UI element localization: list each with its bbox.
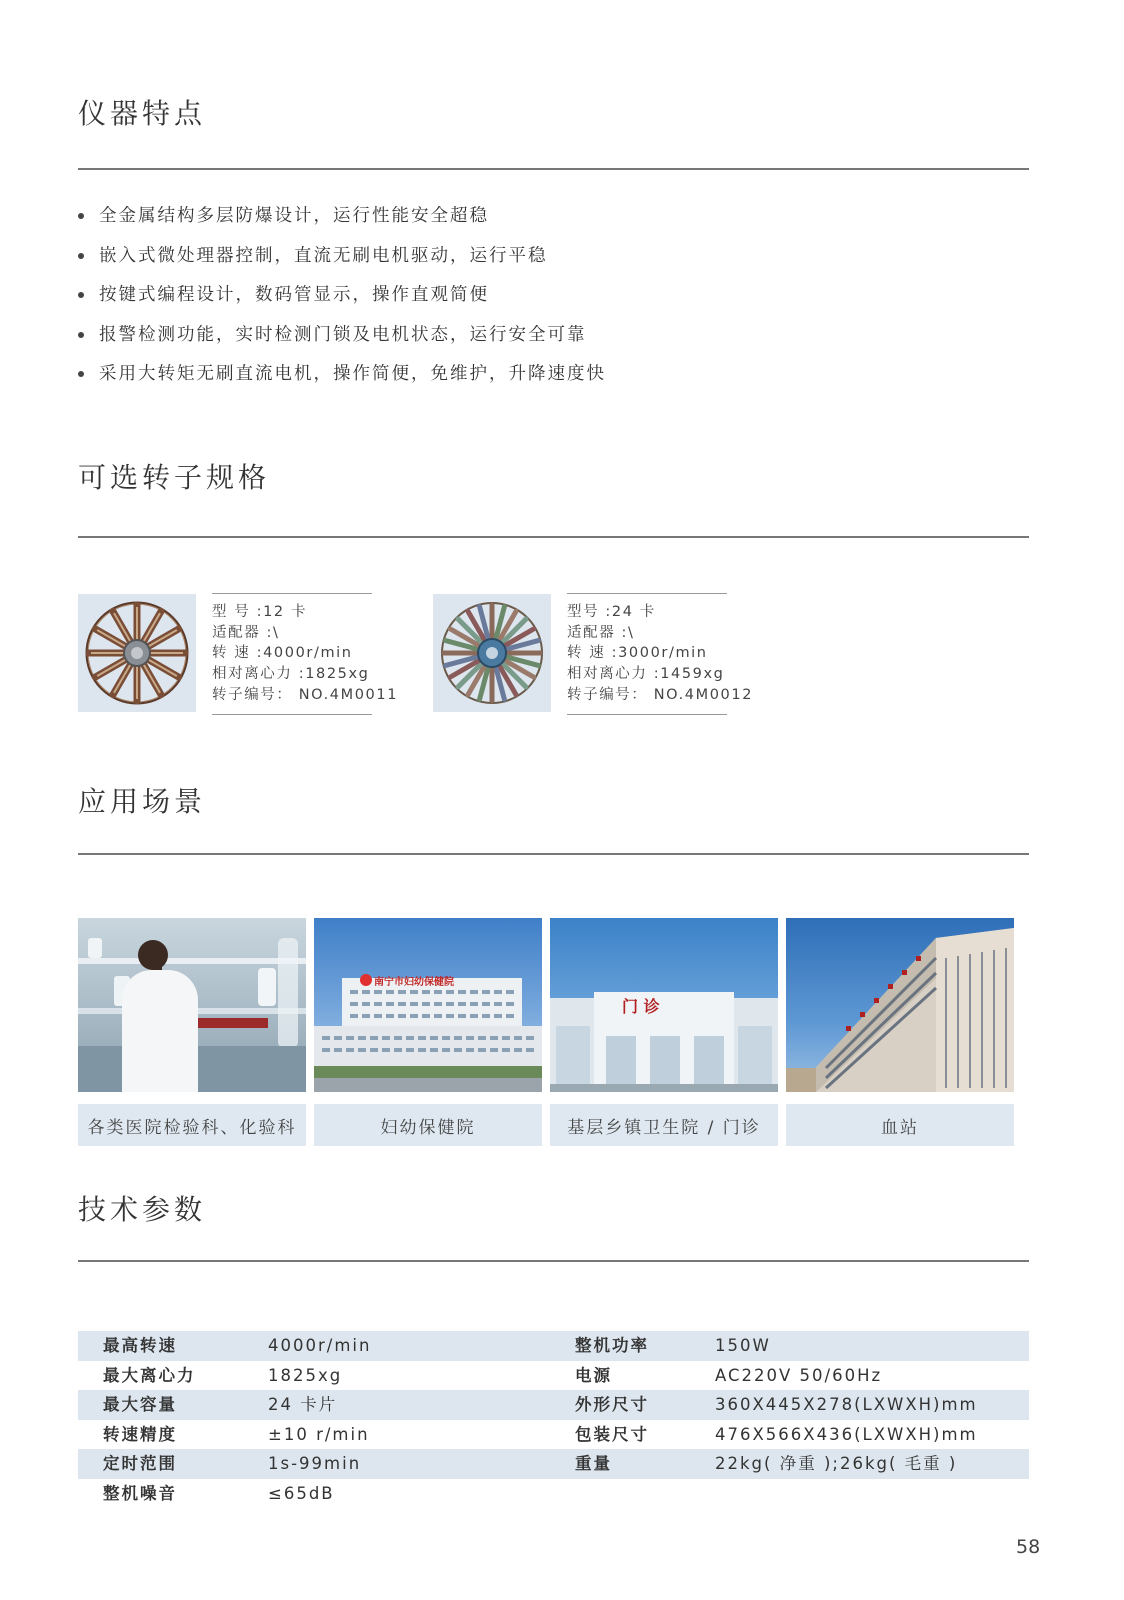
table-row [78,1390,1029,1420]
rotor-model: 型 号 :12 卡 [212,604,308,620]
table-row [78,1361,1029,1391]
scene-label: 妇幼保健院 [314,1104,542,1146]
rotors-rule [78,536,1029,538]
table-row [78,1479,1029,1509]
feature-item: 全金属结构多层防爆设计，运行性能安全超稳 [78,204,606,244]
maternity-hospital-photo [314,918,542,1092]
table-row [78,1449,1029,1479]
scenes-title: 应用场景 [78,785,207,818]
scene-label: 基层乡镇卫生院 / 门诊 [550,1104,778,1146]
param-value: 476X566X436(LXWXH)mm [715,1424,978,1444]
param-value: ±10 r/min [268,1424,370,1444]
rotor-rcf: 相对离心力 :1459xg [567,666,725,683]
param-key: 最大离心力 [103,1365,196,1385]
rotor-number: 转子编号： NO.4M0012 [567,686,754,703]
param-key: 整机功率 [575,1336,649,1355]
param-key: 整机噪音 [103,1483,177,1503]
scene-maternity [314,918,542,1146]
rotor-number: 转子编号： NO.4M0011 [212,686,399,703]
param-value: 1825xg [268,1365,343,1385]
param-key: 重量 [575,1454,612,1474]
param-key: 电源 [575,1365,612,1385]
params-title: 技术参数 [78,1193,207,1226]
scene-blood-station [786,918,1014,1146]
param-value: 4000r/min [268,1336,372,1355]
rotor-speed: 转 速 :3000r/min [567,645,708,662]
rotors-title: 可选转子规格 [78,461,271,494]
table-row [78,1420,1029,1450]
param-key: 定时范围 [103,1454,177,1474]
rotor-model: 型号 :24 卡 [567,604,656,620]
hospital-sign: 南宁市妇幼保健院 [374,977,454,988]
rotor-speed: 转 速 :4000r/min [212,645,353,662]
clinic-photo [550,918,778,1092]
features-rule [78,168,1029,170]
feature-item: 按键式编程设计，数码管显示，操作直观简便 [78,283,606,323]
scene-clinic [550,918,778,1146]
param-key: 最大容量 [103,1395,177,1415]
feature-item: 嵌入式微处理器控制，直流无刷电机驱动，运行平稳 [78,244,606,284]
scenes-rule [78,853,1029,855]
param-key: 转速精度 [103,1424,177,1444]
rotor-adapter: 适配器 :\ [212,624,280,641]
page-number: 58 [1016,1536,1041,1558]
param-value: 24 卡片 [268,1395,338,1415]
scenes-grid [78,918,1029,1148]
table-row [78,1331,1029,1361]
param-value: AC220V 50/60Hz [715,1365,883,1385]
scene-lab [78,918,306,1146]
scene-label: 血站 [786,1104,1014,1146]
param-value: 22kg( 净重 );26kg( 毛重 ) [715,1454,958,1474]
param-key: 包装尺寸 [575,1424,649,1444]
params-rule [78,1260,1029,1262]
features-list [78,204,606,402]
rotor-rcf: 相对离心力 :1825xg [212,666,370,683]
param-value: 150W [715,1336,771,1355]
param-key: 外形尺寸 [575,1395,649,1415]
feature-item: 采用大转矩无刷直流电机，操作简便，免维护，升降速度快 [78,362,606,402]
rotor-24-image [433,594,551,712]
blood-station-photo [786,918,1014,1092]
param-value: 360X445X278(LXWXH)mm [715,1395,978,1415]
rotor-adapter: 适配器 :\ [567,624,635,641]
rotor-24-specs [567,593,754,715]
features-title: 仪器特点 [78,97,207,130]
param-key: 最高转速 [103,1336,177,1355]
scene-label: 各类医院检验科、化验科 [78,1104,306,1146]
lab-photo [78,918,306,1092]
params-table [78,1331,1029,1509]
rotor-12-image [78,594,196,712]
param-value: 1s-99min [268,1454,362,1474]
clinic-sign: 门 诊 [622,997,660,1016]
feature-item: 报警检测功能，实时检测门锁及电机状态，运行安全可靠 [78,323,606,363]
rotor-12-specs [212,593,399,715]
param-value: ≤65dB [268,1483,335,1503]
